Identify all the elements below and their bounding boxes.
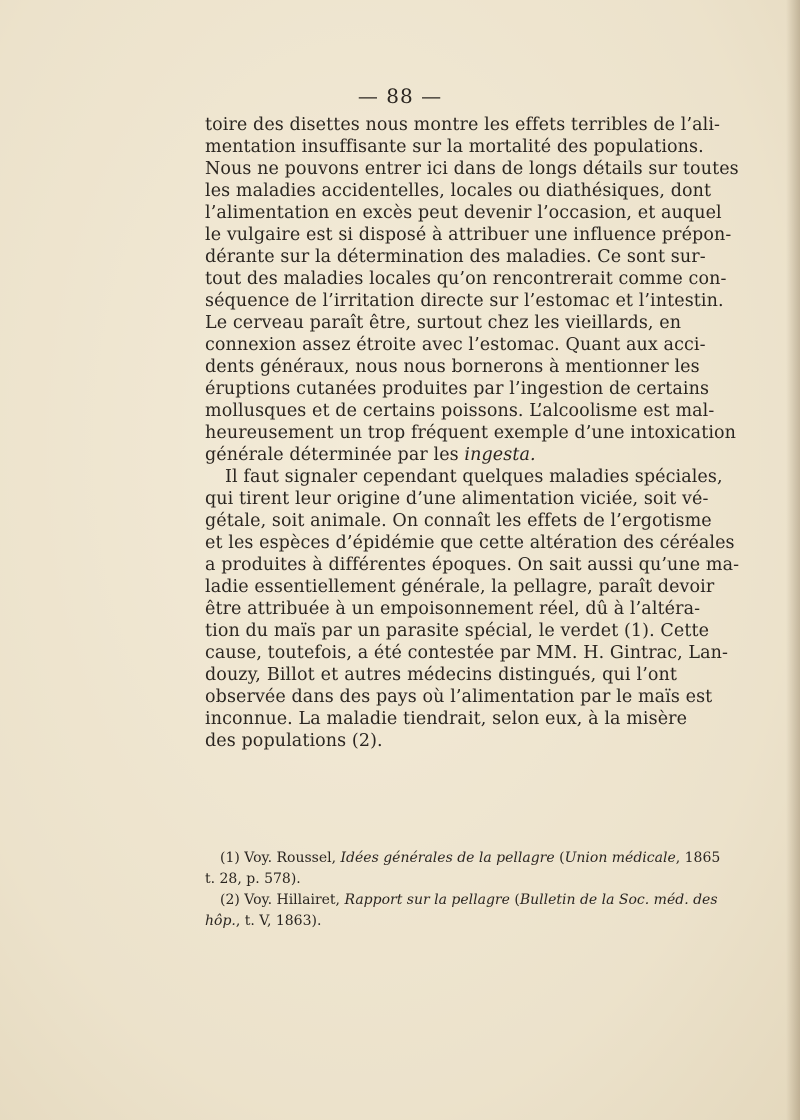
footnote-text: (2) Voy. Hillairet, — [220, 892, 345, 908]
text-line: le vulgaire est si disposé à attribuer une influence prépon- — [205, 225, 732, 245]
italic-word: ingesta. — [464, 445, 536, 465]
footnote-text: ( — [554, 850, 565, 866]
text-line: mollusques et de certains poissons. L’alcoolisme est mal- — [205, 401, 715, 421]
text-line: connexion assez étroite avec l’estomac. Quant aux acci- — [205, 335, 706, 355]
text-line: observée dans des pays où l’alimentation par le maïs est — [205, 687, 713, 707]
body-text — [205, 114, 740, 752]
text-line: qui tirent leur origine d’une alimentation viciée, soit vé- — [205, 489, 709, 509]
text-line-with-italic — [205, 444, 677, 466]
text-line: séquence de l’irritation directe sur l’estomac et l’intestin. — [205, 291, 724, 311]
text-line: heureusement un trop fréquent exemple d’une intoxication — [205, 423, 737, 443]
page-number: — 88 — — [357, 84, 443, 108]
footnote-italic: Rapport sur la pellagre — [344, 892, 510, 908]
text-line: des populations (2). — [205, 731, 383, 751]
footnote-italic: Bulletin de la Soc. méd. des — [519, 892, 718, 908]
text-line: Nous ne pouvons entrer ici dans de longs détails sur toutes — [205, 159, 739, 179]
text-line: cause, toutefois, a été contestée par MM. H. Gintrac, Lan- — [205, 643, 729, 663]
footnote-text: ( — [509, 892, 520, 908]
text-line: tion du maïs par un parasite spécial, le verdet (1). Cette — [205, 621, 710, 641]
text-line: tout des maladies locales qu’on rencontrerait comme con- — [205, 269, 727, 289]
text-line: et les espèces d’épidémie que cette altération des céréales — [205, 533, 735, 553]
text-line: toire des disettes nous montre les effets terribles de l’ali- — [205, 115, 721, 135]
footnote-italic: Idées générales de la pellagre — [340, 850, 555, 866]
footnote-2 — [205, 890, 718, 911]
footnotes — [205, 848, 721, 932]
text-fragment: générale déterminée par les — [205, 445, 459, 465]
footnote-2-cont — [205, 911, 677, 932]
text-line: dérante sur la détermination des maladies. Ce sont sur- — [205, 247, 706, 267]
footnote-text: (1) Voy. Roussel, — [220, 850, 341, 866]
paragraph-start-line: Il faut signaler cependant quelques maladies spéciales, — [225, 467, 723, 487]
text-line: gétale, soit animale. On connaît les effets de l’ergotisme — [205, 511, 712, 531]
text-line: ladie essentiellement générale, la pellagre, paraît devoir — [205, 577, 715, 597]
footnote-1 — [205, 848, 721, 869]
footnote-text: , 1865 — [675, 850, 721, 866]
text-line: a produites à différentes époques. On sait aussi qu’une ma- — [205, 555, 740, 575]
footnote-italic: hôp. — [205, 913, 236, 929]
text-line: l’alimentation en excès peut devenir l’occasion, et auquel — [205, 203, 722, 223]
footnote-1-cont: t. 28, p. 578). — [205, 871, 301, 887]
footnote-text: , t. V, 1863). — [235, 913, 322, 929]
text-line: inconnue. La maladie tiendrait, selon eux, à la misère — [205, 709, 688, 729]
page-edge-shadow — [786, 0, 800, 1120]
text-line: douzy, Billot et autres médecins distingués, qui l’ont — [205, 665, 677, 685]
text-line: mentation insuffisante sur la mortalité des populations. — [205, 137, 704, 157]
text-line: dents généraux, nous nous bornerons à mentionner les — [205, 357, 700, 377]
text-line: éruptions cutanées produites par l’ingestion de certains — [205, 379, 710, 399]
text-line: être attribuée à un empoisonnement réel, dû à l’altéra- — [205, 599, 701, 619]
text-line: Le cerveau paraît être, surtout chez les vieillards, en — [205, 313, 682, 333]
text-line: les maladies accidentelles, locales ou diathésiques, dont — [205, 181, 712, 201]
footnote-italic: Union médicale — [564, 850, 676, 866]
